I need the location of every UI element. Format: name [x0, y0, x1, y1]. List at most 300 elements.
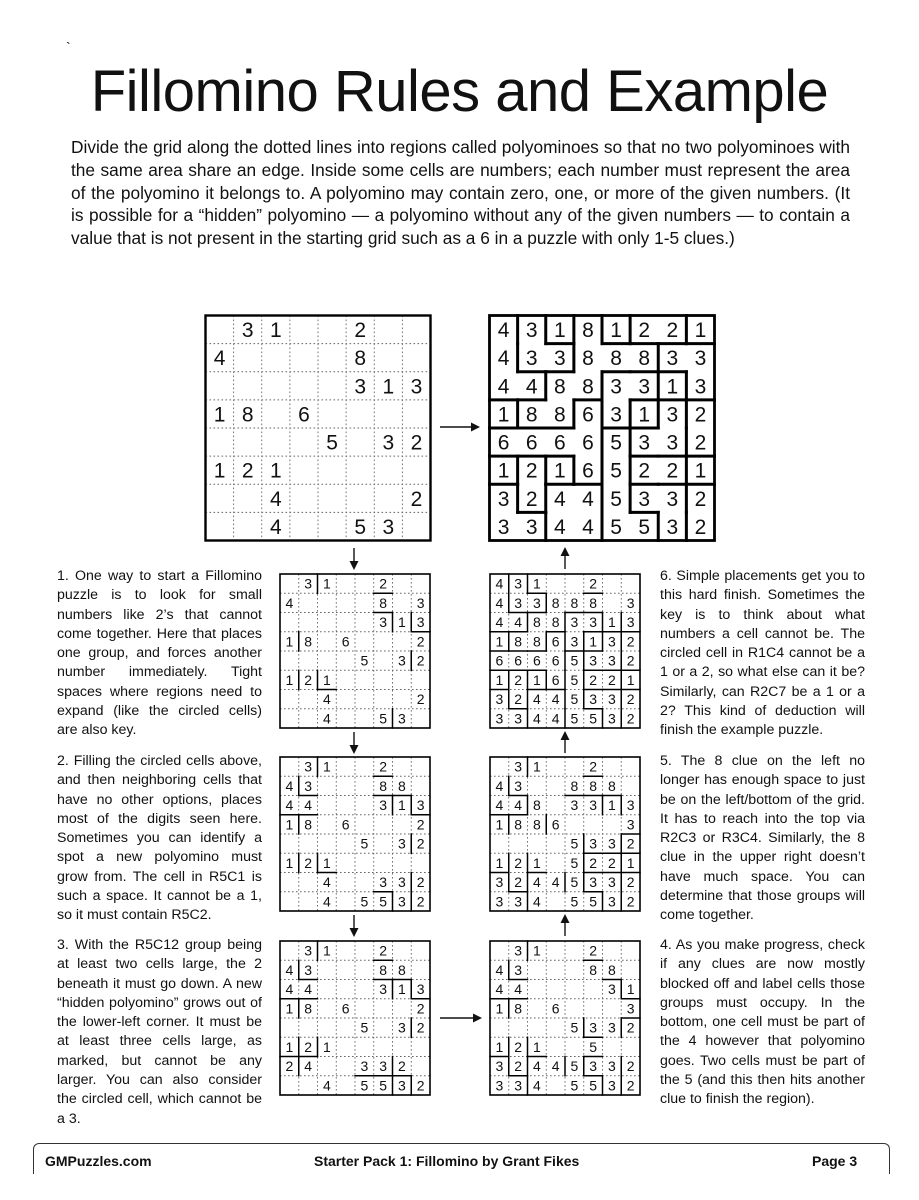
- g-step2-cell-r6c3: 1: [322, 854, 331, 871]
- g-step6-cell-r7c4: 4: [551, 691, 560, 708]
- g-solution-cell-r5c8: 2: [694, 431, 707, 455]
- g-puzzle-cell-r4c1: 1: [213, 403, 226, 427]
- g-solution-cell-r3c1: 4: [497, 375, 510, 399]
- g-step1-cell-r1c3: 1: [322, 575, 331, 592]
- g-solution-cell-r4c5: 3: [610, 403, 622, 427]
- g-step6-cell-r8c3: 4: [532, 710, 541, 727]
- g-step6-cell-r7c3: 4: [532, 691, 541, 708]
- g-step6-cell-r8c8: 2: [626, 710, 635, 727]
- g-step4-cell-r7c5: 5: [570, 1058, 579, 1075]
- g-step2-cell-r2c1: 4: [285, 777, 294, 794]
- g-step2-cell-r3c6: 3: [379, 797, 388, 814]
- g-step5-cell-r4c4: 6: [551, 816, 560, 833]
- g-step4-cell-r5c7: 3: [607, 1019, 616, 1036]
- g-step3-cell-r7c6: 3: [379, 1058, 388, 1075]
- g-step3-cell-r4c1: 1: [285, 1000, 294, 1017]
- g-step6-cell-r5c2: 6: [514, 652, 523, 669]
- g-step3-cell-r4c4: 6: [341, 1000, 350, 1017]
- g-step4-cell-r4c8: 3: [626, 1000, 635, 1017]
- g-step4-cell-r7c7: 3: [607, 1058, 616, 1075]
- g-step2-cell-r6c1: 1: [285, 854, 294, 871]
- g-solution-cell-r3c3: 8: [553, 375, 566, 399]
- g-step6-cell-r6c8: 1: [626, 671, 635, 688]
- step4-grid: [489, 940, 641, 1096]
- g-step1-cell-r7c3: 4: [322, 691, 331, 708]
- g-step5-cell-r5c8: 2: [626, 835, 635, 852]
- g-step6-cell-r6c4: 6: [551, 671, 560, 688]
- g-step6-cell-r5c3: 6: [532, 652, 541, 669]
- g-step6-cell-r3c6: 3: [589, 614, 598, 631]
- g-step2-cell-r2c2: 3: [304, 777, 313, 794]
- step2-text: 2. Filling the circled cells above, and then neighboring cells that have no other options, places most of the digits seen here. Sometimes you can identify a spot a new polyomino must grow from. The cell in R5C1 is such a space. It cannot be a 1, so it must contain R5C2.: [57, 753, 262, 924]
- g-solution-cell-r3c7: 1: [666, 375, 679, 399]
- g-step5-cell-r4c1: 1: [495, 816, 504, 833]
- g-step3-cell-r3c7: 1: [397, 981, 406, 998]
- g-solution-cell-r6c3: 1: [553, 459, 566, 483]
- g-solution-cell-r6c8: 1: [694, 459, 707, 483]
- g-step6-cell-r8c7: 3: [607, 710, 616, 727]
- g-solution-cell-r8c3: 4: [553, 515, 566, 539]
- g-step1-cell-r2c6: 8: [379, 594, 388, 611]
- g-puzzle-cell-r6c2: 2: [241, 459, 254, 483]
- g-step2-cell-r4c2: 8: [304, 816, 313, 833]
- g-step1-cell-r4c8: 2: [416, 633, 425, 650]
- g-solution-cell-r2c4: 8: [582, 347, 594, 371]
- g-step5-cell-r6c3: 1: [532, 854, 541, 871]
- g-step4-cell-r3c2: 4: [514, 981, 523, 998]
- g-step3-cell-r8c7: 3: [397, 1077, 406, 1094]
- g-solution-cell-r6c6: 2: [638, 459, 651, 483]
- g-solution-cell-r6c4: 6: [582, 459, 594, 483]
- step1-text: 1. One way to start a Fillomino puzzle is to look for small numbers like 2’s that cannot come together. Here that places one group, and forces another number immediately. Tight spaces where regions need to expand (like the circled cells) are also key.: [57, 568, 262, 739]
- g-step1-cell-r3c7: 1: [397, 614, 406, 631]
- g-solution-cell-r4c2: 8: [525, 403, 538, 427]
- g-step4-cell-r7c3: 4: [532, 1058, 541, 1075]
- g-step1-cell-r4c4: 6: [341, 633, 350, 650]
- g-step6-cell-r2c1: 4: [495, 594, 504, 611]
- g-solution-cell-r5c4: 6: [582, 431, 594, 455]
- g-step3-cell-r5c7: 3: [397, 1019, 406, 1036]
- g-solution-cell-r6c1: 1: [497, 459, 510, 483]
- g-solution-cell-r2c8: 3: [694, 347, 707, 371]
- g-step6-cell-r5c1: 6: [495, 652, 504, 669]
- g-step4-cell-r2c7: 8: [607, 961, 616, 978]
- g-step3-cell-r7c5: 3: [360, 1058, 369, 1075]
- g-solution-cell-r5c3: 6: [553, 431, 566, 455]
- g-step5-cell-r6c5: 5: [570, 854, 579, 871]
- footer-page-number: Page 3: [812, 1153, 858, 1169]
- g-step5-cell-r3c3: 8: [532, 797, 541, 814]
- g-step6-cell-r8c2: 3: [514, 710, 523, 727]
- g-step6-cell-r4c3: 8: [532, 633, 541, 650]
- g-solution-cell-r6c2: 2: [525, 459, 538, 483]
- g-puzzle-cell-r2c1: 4: [213, 347, 226, 371]
- g-solution-cell-r4c8: 2: [694, 403, 707, 427]
- arrow-down-icon: [346, 732, 362, 754]
- g-step4-cell-r3c8: 1: [626, 981, 635, 998]
- g-puzzle-cell-r5c5: 5: [326, 431, 338, 455]
- g-step3-cell-r1c6: 2: [379, 942, 388, 959]
- g-step2-cell-r3c7: 1: [397, 797, 406, 814]
- g-step6-cell-r6c2: 2: [514, 671, 523, 688]
- g-step5-cell-r2c1: 4: [495, 777, 504, 794]
- g-step5-cell-r3c2: 4: [514, 797, 523, 814]
- rules-paragraph: Divide the grid along the dotted lines into regions called polyominoes so that no two polyominoes with the same area share an edge. Inside some cells are numbers; each number must represent the area of the polyomino it belongs to. A polyomino may contain zero, one, or more of the given numbers. (It is possible for a “hidden” polyomino — a polyomino without any of the given numbers — to contain a value that is not present in the starting grid such as a 6 in a puzzle with only 1-5 clues.): [71, 137, 850, 249]
- g-puzzle-cell-r1c3: 1: [269, 319, 282, 343]
- g-solution-cell-r3c8: 3: [694, 375, 707, 399]
- step5-grid: [489, 756, 641, 912]
- g-step2-cell-r7c8: 2: [416, 874, 425, 891]
- g-puzzle-cell-r7c8: 2: [410, 487, 423, 511]
- g-solution-cell-r5c1: 6: [497, 431, 510, 455]
- g-step6-cell-r7c5: 5: [570, 691, 579, 708]
- g-step6-cell-r5c4: 6: [551, 652, 560, 669]
- g-step6-cell-r3c4: 8: [551, 614, 560, 631]
- g-step5-cell-r2c7: 8: [607, 777, 616, 794]
- g-solution-cell-r8c2: 3: [525, 515, 538, 539]
- g-step5-cell-r6c2: 2: [514, 854, 523, 871]
- g-step2-cell-r6c2: 2: [304, 854, 313, 871]
- g-step6-cell-r4c1: 1: [495, 633, 504, 650]
- g-step6-cell-r8c1: 3: [495, 710, 504, 727]
- footer-pack-title: Starter Pack 1: Fillomino by Grant Fikes: [314, 1153, 580, 1169]
- g-step6-cell-r3c2: 4: [514, 614, 523, 631]
- g-step6-cell-r3c3: 8: [532, 614, 541, 631]
- g-step2-cell-r8c5: 5: [360, 893, 369, 910]
- g-step6-cell-r7c6: 3: [589, 691, 598, 708]
- arrow-up-icon: [557, 547, 573, 569]
- g-step6-cell-r5c5: 5: [570, 652, 579, 669]
- g-step5-cell-r6c8: 1: [626, 854, 635, 871]
- step3-text: 3. With the R5C12 group being at least two cells large, the 2 beneath it must go down. A new “hidden polyomino” grows out of the lower-left corner. It must be at least three cells large, as marked, but cannot be any larger. You can also consider the circled cell, which cannot be a 3.: [57, 937, 262, 1127]
- step2-grid: [279, 756, 431, 912]
- g-step6-cell-r4c4: 6: [551, 633, 560, 650]
- g-step6-cell-r5c8: 2: [626, 652, 635, 669]
- g-step6-cell-r5c7: 3: [607, 652, 616, 669]
- g-step5-cell-r7c1: 3: [495, 874, 504, 891]
- g-step1-cell-r8c3: 4: [322, 710, 331, 727]
- g-step3-cell-r4c2: 8: [304, 1000, 313, 1017]
- g-step6-cell-r3c5: 3: [570, 614, 579, 631]
- g-solution-cell-r7c2: 2: [525, 487, 538, 511]
- g-puzzle-cell-r4c2: 8: [241, 403, 254, 427]
- g-puzzle-cell-r1c2: 3: [241, 319, 254, 343]
- g-step4-cell-r8c1: 3: [495, 1077, 504, 1094]
- step5-text: 5. The 8 clue on the left no longer has enough space to just be on the left/bottom of the grid. It has to reach into the top via R2C3 or R3C4. Similarly, the 8 clue in the upper right doesn’t have much space. You can determine that those groups will come together.: [660, 753, 865, 924]
- g-step1-cell-r2c8: 3: [416, 594, 425, 611]
- g-step6-cell-r2c2: 3: [514, 594, 523, 611]
- g-step5-cell-r8c1: 3: [495, 893, 504, 910]
- g-solution-cell-r1c8: 1: [694, 319, 707, 343]
- g-step2-cell-r8c7: 3: [397, 893, 406, 910]
- step6-grid: [489, 573, 641, 729]
- g-step4-cell-r7c4: 4: [551, 1058, 560, 1075]
- g-step3-cell-r2c1: 4: [285, 961, 294, 978]
- g-step6-cell-r2c6: 8: [589, 594, 598, 611]
- arrow-right-icon: [440, 419, 480, 435]
- g-step4-cell-r6c3: 1: [532, 1038, 541, 1055]
- g-step6-cell-r6c3: 1: [532, 671, 541, 688]
- g-puzzle-cell-r6c1: 1: [213, 459, 226, 483]
- g-solution-cell-r4c1: 1: [497, 403, 510, 427]
- g-step4-cell-r1c6: 2: [589, 942, 598, 959]
- g-solution-cell-r7c3: 4: [553, 487, 566, 511]
- g-solution-cell-r8c6: 5: [638, 515, 651, 539]
- g-step3-cell-r3c1: 4: [285, 981, 294, 998]
- g-solution-cell-r1c7: 2: [666, 319, 679, 343]
- g-step5-cell-r1c3: 1: [532, 758, 541, 775]
- g-solution-cell-r5c6: 3: [638, 431, 651, 455]
- g-step3-cell-r7c2: 4: [304, 1058, 313, 1075]
- g-solution-cell-r1c2: 3: [525, 319, 538, 343]
- g-solution-cell-r2c5: 8: [610, 347, 622, 371]
- g-step5-cell-r7c8: 2: [626, 874, 635, 891]
- g-step2-cell-r7c6: 3: [379, 874, 388, 891]
- g-puzzle-cell-r3c6: 3: [354, 375, 367, 399]
- g-step3-cell-r3c8: 3: [416, 981, 425, 998]
- g-step2-cell-r3c2: 4: [304, 797, 313, 814]
- g-solution-cell-r5c2: 6: [525, 431, 538, 455]
- g-step4-cell-r7c1: 3: [495, 1058, 504, 1075]
- g-solution-cell-r3c6: 3: [638, 375, 651, 399]
- g-step6-cell-r1c1: 4: [495, 575, 504, 592]
- g-step6-cell-r6c7: 2: [607, 671, 616, 688]
- g-step5-cell-r6c7: 2: [607, 854, 616, 871]
- g-puzzle-cell-r6c3: 1: [269, 459, 282, 483]
- g-step6-cell-r4c6: 1: [589, 633, 598, 650]
- g-step5-cell-r6c1: 1: [495, 854, 504, 871]
- g-step3-cell-r2c7: 8: [397, 961, 406, 978]
- g-step3-cell-r4c8: 2: [416, 1000, 425, 1017]
- g-step3-cell-r5c8: 2: [416, 1019, 425, 1036]
- g-step4-cell-r5c8: 2: [626, 1019, 635, 1036]
- g-step1-cell-r3c8: 3: [416, 614, 425, 631]
- g-step1-cell-r5c7: 3: [397, 652, 406, 669]
- g-step5-cell-r2c5: 8: [570, 777, 579, 794]
- g-solution-cell-r8c8: 2: [694, 515, 707, 539]
- g-solution-cell-r6c7: 2: [666, 459, 679, 483]
- step3-grid: [279, 940, 431, 1096]
- g-solution-cell-r7c6: 3: [638, 487, 651, 511]
- g-puzzle-cell-r8c6: 5: [354, 515, 367, 539]
- g-solution-cell-r8c5: 5: [610, 515, 622, 539]
- g-solution-cell-r2c7: 3: [666, 347, 679, 371]
- g-puzzle-cell-r7c3: 4: [269, 487, 282, 511]
- g-step3-cell-r6c3: 1: [322, 1038, 331, 1055]
- arrow-up-icon: [557, 914, 573, 936]
- g-step1-cell-r5c8: 2: [416, 652, 425, 669]
- g-step1-cell-r3c6: 3: [379, 614, 388, 631]
- step4-text: 4. As you make progress, check if any clues are now mostly blocked off and label cells those groups must occupy. In the bottom, one cell must be part of the 4 however that polyomino goes. Two cells must be part of the 5 (and this then hits another clue to finish the region).: [660, 937, 865, 1108]
- g-step6-cell-r7c2: 2: [514, 691, 523, 708]
- g-step4-cell-r6c6: 5: [589, 1038, 598, 1055]
- g-step5-cell-r5c6: 3: [589, 835, 598, 852]
- g-puzzle-cell-r3c8: 3: [410, 375, 423, 399]
- g-step2-cell-r4c8: 2: [416, 816, 425, 833]
- g-step6-cell-r2c8: 3: [626, 594, 635, 611]
- corner-mark: `: [66, 39, 71, 55]
- g-step6-cell-r8c6: 5: [589, 710, 598, 727]
- g-solution-cell-r7c5: 5: [610, 487, 622, 511]
- g-step5-cell-r2c2: 3: [514, 777, 523, 794]
- g-step4-cell-r8c6: 5: [589, 1077, 598, 1094]
- g-step5-cell-r4c2: 8: [514, 816, 523, 833]
- g-step4-cell-r7c6: 3: [589, 1058, 598, 1075]
- g-step1-cell-r6c1: 1: [285, 671, 294, 688]
- g-step5-cell-r7c3: 4: [532, 874, 541, 891]
- g-solution-cell-r8c1: 3: [497, 515, 510, 539]
- g-step2-cell-r1c6: 2: [379, 758, 388, 775]
- g-step1-cell-r6c2: 2: [304, 671, 313, 688]
- arrow-down-icon: [346, 548, 362, 570]
- g-solution-cell-r1c6: 2: [638, 319, 651, 343]
- g-puzzle-cell-r5c7: 3: [382, 431, 395, 455]
- g-step1-cell-r1c6: 2: [379, 575, 388, 592]
- arrow-right-icon: [440, 1010, 482, 1026]
- g-solution-cell-r7c7: 3: [666, 487, 679, 511]
- g-step2-cell-r4c4: 6: [341, 816, 350, 833]
- g-step5-cell-r8c2: 3: [514, 893, 523, 910]
- g-step5-cell-r4c8: 3: [626, 816, 635, 833]
- g-step1-cell-r1c2: 3: [304, 575, 313, 592]
- g-step4-cell-r8c7: 3: [607, 1077, 616, 1094]
- g-solution-cell-r1c4: 8: [582, 319, 594, 343]
- g-step4-cell-r7c2: 2: [514, 1058, 523, 1075]
- g-step1-cell-r6c3: 1: [322, 671, 331, 688]
- g-step5-cell-r8c6: 5: [589, 893, 598, 910]
- g-solution-cell-r4c7: 3: [666, 403, 679, 427]
- g-solution-cell-r6c5: 5: [610, 459, 622, 483]
- g-step6-cell-r3c8: 3: [626, 614, 635, 631]
- g-step5-cell-r7c7: 3: [607, 874, 616, 891]
- footer-site-link[interactable]: GMPuzzles.com: [45, 1153, 152, 1169]
- g-step3-cell-r1c2: 3: [304, 942, 313, 959]
- g-step4-cell-r8c5: 5: [570, 1077, 579, 1094]
- g-step5-cell-r5c5: 5: [570, 835, 579, 852]
- g-step4-cell-r8c8: 2: [626, 1077, 635, 1094]
- g-step3-cell-r2c2: 3: [304, 961, 313, 978]
- g-step6-cell-r1c3: 1: [532, 575, 541, 592]
- g-solution-cell-r4c6: 1: [638, 403, 651, 427]
- solution-grid: [488, 314, 716, 542]
- g-step1-cell-r5c5: 5: [360, 652, 369, 669]
- g-step5-cell-r8c8: 2: [626, 893, 635, 910]
- g-step5-cell-r3c6: 3: [589, 797, 598, 814]
- g-step5-cell-r7c5: 5: [570, 874, 579, 891]
- g-puzzle-cell-r8c7: 3: [382, 515, 395, 539]
- g-step6-cell-r7c1: 3: [495, 691, 504, 708]
- g-puzzle-cell-r4c4: 6: [298, 403, 310, 427]
- g-step4-cell-r5c6: 3: [589, 1019, 598, 1036]
- g-step4-cell-r8c3: 4: [532, 1077, 541, 1094]
- g-step6-cell-r6c6: 2: [589, 671, 598, 688]
- g-step2-cell-r5c8: 2: [416, 835, 425, 852]
- g-solution-cell-r4c3: 8: [553, 403, 566, 427]
- g-step1-cell-r8c6: 5: [379, 710, 388, 727]
- g-solution-cell-r7c8: 2: [694, 487, 707, 511]
- g-solution-cell-r3c4: 8: [582, 375, 594, 399]
- g-step2-cell-r5c5: 5: [360, 835, 369, 852]
- g-step4-cell-r5c5: 5: [570, 1019, 579, 1036]
- g-solution-cell-r7c4: 4: [582, 487, 594, 511]
- g-step5-cell-r3c1: 4: [495, 797, 504, 814]
- g-step2-cell-r8c8: 2: [416, 893, 425, 910]
- g-solution-cell-r1c3: 1: [553, 319, 566, 343]
- g-puzzle-cell-r8c3: 4: [269, 515, 282, 539]
- g-solution-cell-r8c7: 3: [666, 515, 679, 539]
- g-step5-cell-r1c2: 3: [514, 758, 523, 775]
- g-step1-cell-r4c2: 8: [304, 633, 313, 650]
- g-solution-cell-r1c1: 4: [497, 319, 510, 343]
- g-step6-cell-r7c7: 3: [607, 691, 616, 708]
- g-step4-cell-r2c2: 3: [514, 961, 523, 978]
- g-step2-cell-r7c7: 3: [397, 874, 406, 891]
- g-step5-cell-r7c2: 2: [514, 874, 523, 891]
- g-step5-cell-r4c3: 8: [532, 816, 541, 833]
- g-step6-cell-r3c7: 1: [607, 614, 616, 631]
- g-step5-cell-r8c5: 5: [570, 893, 579, 910]
- g-puzzle-cell-r1c6: 2: [354, 319, 367, 343]
- g-step6-cell-r4c5: 3: [570, 633, 579, 650]
- g-step5-cell-r5c7: 3: [607, 835, 616, 852]
- g-step5-cell-r8c3: 4: [532, 893, 541, 910]
- g-solution-cell-r8c4: 4: [582, 515, 594, 539]
- g-solution-cell-r5c7: 3: [666, 431, 679, 455]
- g-step1-cell-r2c1: 4: [285, 594, 294, 611]
- g-step2-cell-r1c2: 3: [304, 758, 313, 775]
- g-step6-cell-r4c2: 8: [514, 633, 523, 650]
- g-step1-cell-r4c1: 1: [285, 633, 294, 650]
- g-step6-cell-r6c1: 1: [495, 671, 504, 688]
- g-step4-cell-r3c1: 4: [495, 981, 504, 998]
- g-step4-cell-r4c4: 6: [551, 1000, 560, 1017]
- g-step5-cell-r3c8: 3: [626, 797, 635, 814]
- g-step4-cell-r4c1: 1: [495, 1000, 504, 1017]
- g-step3-cell-r8c5: 5: [360, 1077, 369, 1094]
- g-step3-cell-r3c6: 3: [379, 981, 388, 998]
- g-solution-cell-r4c4: 6: [582, 403, 594, 427]
- g-step3-cell-r7c7: 2: [397, 1058, 406, 1075]
- g-step5-cell-r6c6: 2: [589, 854, 598, 871]
- g-step3-cell-r3c2: 4: [304, 981, 313, 998]
- g-step5-cell-r3c5: 3: [570, 797, 579, 814]
- g-step3-cell-r1c3: 1: [322, 942, 331, 959]
- g-step2-cell-r3c1: 4: [285, 797, 294, 814]
- g-step2-cell-r5c7: 3: [397, 835, 406, 852]
- g-step6-cell-r8c5: 5: [570, 710, 579, 727]
- g-step2-cell-r8c3: 4: [322, 893, 331, 910]
- g-step3-cell-r2c6: 8: [379, 961, 388, 978]
- g-solution-cell-r2c2: 3: [525, 347, 538, 371]
- g-step3-cell-r5c5: 5: [360, 1019, 369, 1036]
- g-step6-cell-r4c8: 2: [626, 633, 635, 650]
- g-solution-cell-r2c3: 3: [553, 347, 566, 371]
- g-step6-cell-r4c7: 3: [607, 633, 616, 650]
- g-step4-cell-r1c3: 1: [532, 942, 541, 959]
- g-step2-cell-r7c3: 4: [322, 874, 331, 891]
- step6-text: 6. Simple placements get you to this hard finish. Sometimes the key is to think about what numbers a cell cannot be. The circled cell in R1C4 cannot be a 1 or a 2, so what else can it be? Similarly, can R2C7 be a 1 or a 2? This kind of deduction will finish the example puzzle.: [660, 568, 865, 739]
- g-step3-cell-r8c6: 5: [379, 1077, 388, 1094]
- g-step6-cell-r5c6: 3: [589, 652, 598, 669]
- g-solution-cell-r1c5: 1: [610, 319, 622, 343]
- arrow-down-icon: [346, 915, 362, 937]
- g-step6-cell-r6c5: 5: [570, 671, 579, 688]
- g-puzzle-cell-r5c8: 2: [410, 431, 423, 455]
- g-step6-cell-r2c5: 8: [570, 594, 579, 611]
- g-step4-cell-r1c2: 3: [514, 942, 523, 959]
- g-step1-cell-r7c8: 2: [416, 691, 425, 708]
- g-step3-cell-r7c1: 2: [285, 1058, 294, 1075]
